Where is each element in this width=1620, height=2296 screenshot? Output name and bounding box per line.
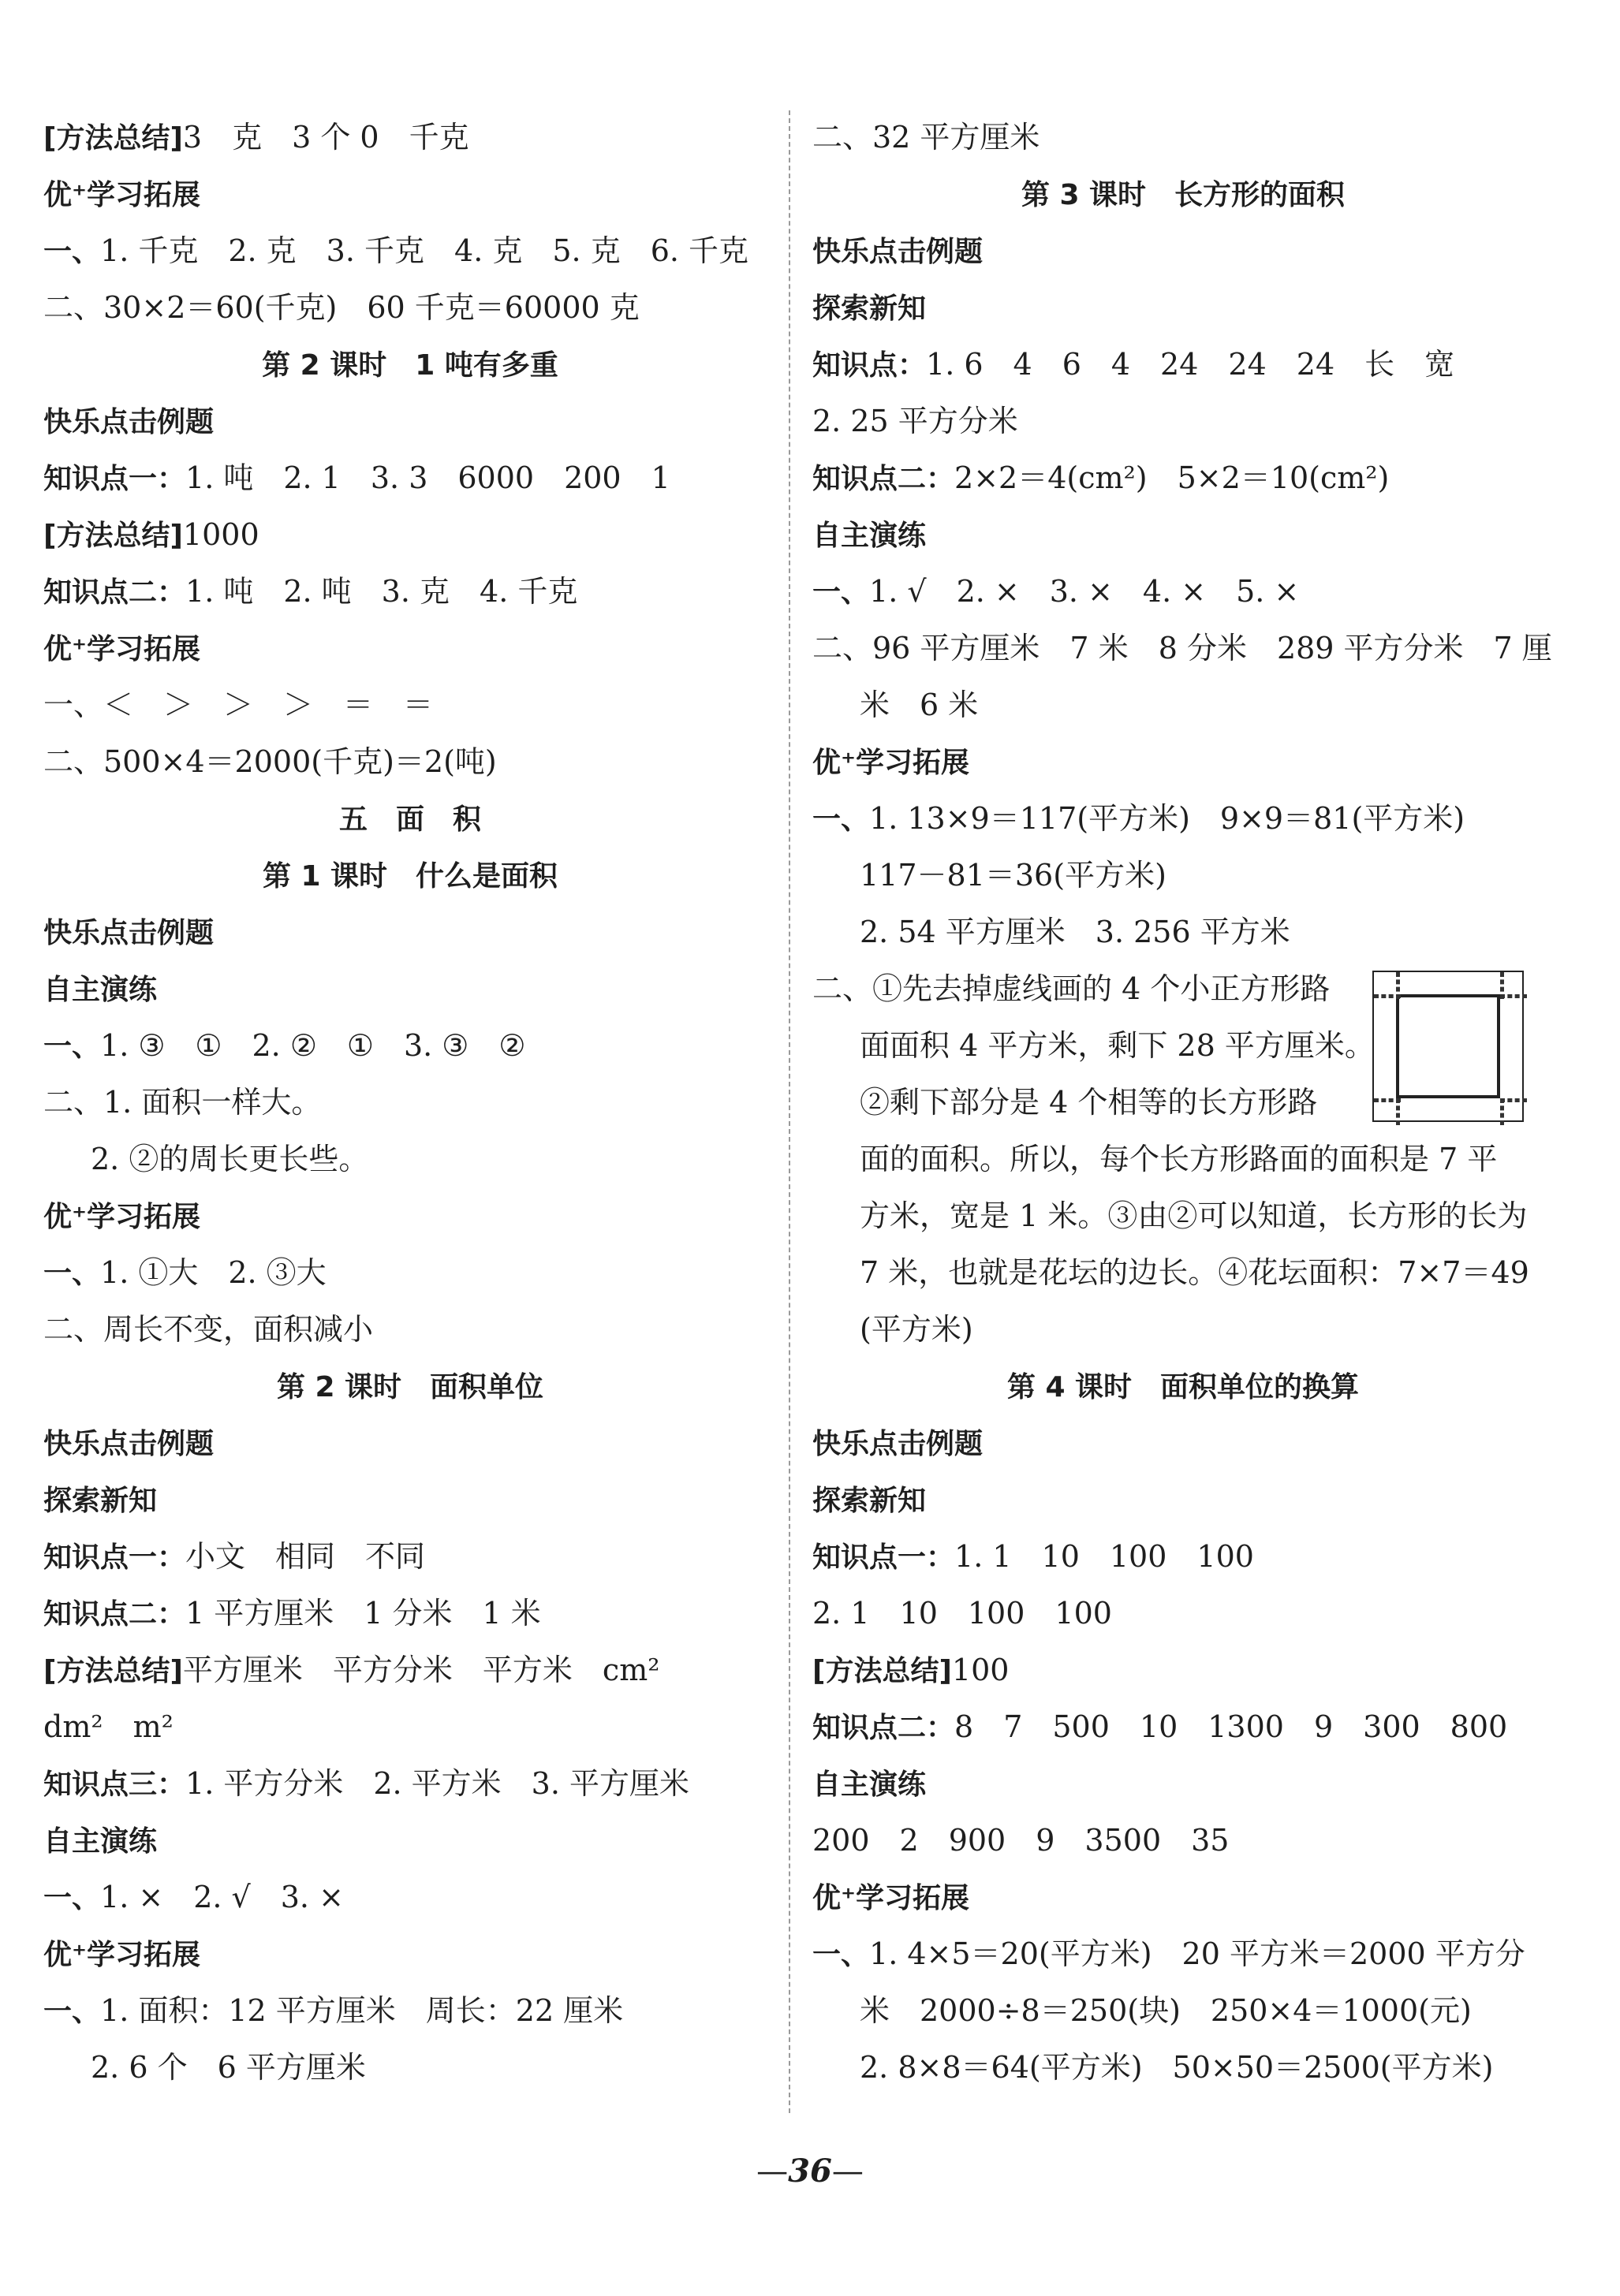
answer-line: 二、96 平方厘米 7 米 8 分米 289 平方分米 7 厘 [812, 631, 1552, 665]
section-heading: 快乐点击例题 [812, 236, 984, 268]
answer-line: 2. 8×8＝64(平方米) 50×50＝2500(平方米) [860, 2050, 1494, 2085]
section-heading: 优⁺学习拓展 [43, 1201, 201, 1233]
answer-line: 米 2000÷8＝250(块) 250×4＝1000(元) [860, 1993, 1472, 2028]
section-heading: 快乐点击例题 [43, 1428, 215, 1460]
answer-line: 二、1. 面积一样大。 [43, 1085, 322, 1120]
answer-line: 知识点二：1 平方厘米 1 分米 1 米 [43, 1596, 541, 1631]
answer-line: 二、周长不变，面积减小 [43, 1312, 374, 1347]
answer-line: 2. 1 10 100 100 [812, 1596, 1112, 1631]
dashed-line [1500, 1098, 1527, 1102]
answer-line: 二、500×4＝2000(千克)＝2(吨) [43, 744, 497, 779]
section-heading: 自主演练 [812, 1769, 927, 1801]
lesson-title: 第 4 课时 面积单位的换算 [1006, 1371, 1360, 1403]
lesson-title: 第 1 课时 什么是面积 [262, 860, 558, 893]
answer-line: 知识点：1. 6 4 6 4 24 24 24 长 宽 [812, 347, 1455, 382]
answer-line: [方法总结]1000 [43, 517, 259, 552]
answer-line: 一、1. 4×5＝20(平方米) 20 平方米＝2000 平方分 [812, 1936, 1525, 1971]
section-heading: 探索新知 [812, 293, 927, 325]
section-heading: 探索新知 [43, 1485, 158, 1517]
answer-line: 2. 54 平方厘米 3. 256 平方米 [860, 915, 1290, 949]
dashed-line [1396, 1098, 1400, 1125]
right-column [812, 109, 1554, 2096]
answer-line: 2. 6 个 6 平方厘米 [91, 2050, 366, 2085]
dashed-line [1500, 1098, 1504, 1125]
answer-line: 7 米，也就是花坛的边长。④花坛面积：7×7＝49 [860, 1255, 1529, 1290]
section-heading: 优⁺学习拓展 [812, 747, 970, 779]
flowerbed-square [1396, 994, 1500, 1098]
answer-line: 二、①先去掉虚线画的 4 个小正方形路 [812, 971, 1331, 1006]
answer-line: 方米，宽是 1 米。③由②可以知道，长方形的长为 [860, 1198, 1528, 1233]
section-heading: 优⁺学习拓展 [43, 179, 201, 211]
answer-line: (平方米) [860, 1312, 973, 1347]
section-heading: 自主演练 [43, 1825, 158, 1858]
page-number: —36— [756, 2152, 864, 2190]
answer-line: 一、1. √ 2. × 3. × 4. × 5. × [812, 574, 1300, 609]
answer-line: ②剩下部分是 4 个相等的长方形路 [860, 1085, 1318, 1120]
answer-line: 一、1. ③ ① 2. ② ① 3. ③ ② [43, 1028, 526, 1063]
column-divider [789, 110, 790, 2113]
answer-line: 知识点一：1. 1 10 100 100 [812, 1539, 1254, 1574]
dashed-line [1500, 994, 1527, 998]
answer-line: 知识点二：2×2＝4(cm²) 5×2＝10(cm²) [812, 460, 1390, 495]
lesson-title: 第 2 课时 1 吨有多重 [262, 349, 558, 382]
answer-line: 知识点一：1. 吨 2. 1 3. 3 6000 200 1 [43, 460, 670, 495]
answer-line: [方法总结]100 [812, 1653, 1010, 1687]
answer-line: 200 2 900 9 3500 35 [812, 1823, 1230, 1858]
section-heading: 快乐点击例题 [43, 406, 215, 438]
answer-line: 一、1. × 2. √ 3. × [43, 1880, 344, 1914]
answer-line: 117－81＝36(平方米) [860, 858, 1166, 893]
section-heading: 快乐点击例题 [812, 1428, 984, 1460]
garden-path-diagram [1372, 971, 1524, 1122]
answer-line: 米 6 米 [860, 688, 979, 722]
answer-line: 面的面积。所以，每个长方形路面的面积是 7 平 [860, 1142, 1498, 1176]
lesson-title: 第 2 课时 面积单位 [276, 1371, 544, 1403]
dashed-line [1500, 972, 1504, 999]
answer-line: 一、1. 13×9＝117(平方米) 9×9＝81(平方米) [812, 801, 1465, 836]
answer-line: dm² m² [43, 1709, 174, 1744]
answer-line: 二、30×2＝60(千克) 60 千克＝60000 克 [43, 290, 640, 325]
section-heading: 优⁺学习拓展 [812, 1882, 970, 1914]
dashed-line [1396, 972, 1400, 999]
lesson-title: 第 3 课时 长方形的面积 [1021, 179, 1346, 211]
answer-line: 一、1. 千克 2. 克 3. 千克 4. 克 5. 克 6. 千克 [43, 233, 749, 268]
answer-line: 一、1. 面积：12 平方厘米 周长：22 厘米 [43, 1993, 624, 2028]
answer-line: 二、32 平方厘米 [812, 120, 1040, 155]
answer-line: 知识点三：1. 平方分米 2. 平方米 3. 平方厘米 [43, 1766, 690, 1801]
answer-line: 2. ②的周长更长些。 [91, 1142, 369, 1176]
answer-line: 知识点一：小文 相同 不同 [43, 1539, 426, 1574]
answer-line: 2. 25 平方分米 [812, 404, 1018, 438]
answer-line: 面面积 4 平方米，剩下 28 平方厘米。 [860, 1028, 1375, 1063]
left-column [43, 109, 777, 2096]
answer-line: 一、＜ ＞ ＞ ＞ ＝ ＝ [43, 688, 434, 722]
answer-line: 知识点二：1. 吨 2. 吨 3. 克 4. 千克 [43, 574, 578, 609]
section-heading: 优⁺学习拓展 [43, 633, 201, 665]
section-heading: 探索新知 [812, 1485, 927, 1517]
answer-line: [方法总结]平方厘米 平方分米 平方米 cm² [43, 1653, 660, 1687]
answer-line: 一、1. ①大 2. ③大 [43, 1255, 327, 1290]
answer-line: [方法总结]3 克 3 个 0 千克 [43, 120, 469, 155]
section-heading: 优⁺学习拓展 [43, 1939, 201, 1971]
section-heading: 自主演练 [812, 520, 927, 552]
section-heading: 自主演练 [43, 974, 158, 1006]
unit-title: 五 面 积 [338, 803, 481, 836]
answer-line: 知识点二：8 7 500 10 1300 9 300 800 [812, 1709, 1508, 1744]
section-heading: 快乐点击例题 [43, 917, 215, 949]
